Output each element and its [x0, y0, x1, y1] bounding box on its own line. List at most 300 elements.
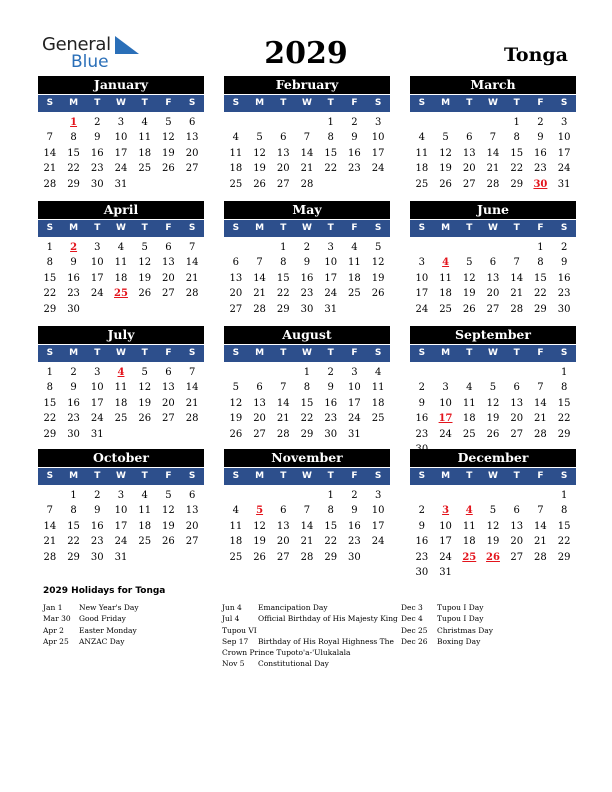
holiday-day-cell: 4 [117, 367, 125, 378]
day-cell: 1 [280, 242, 287, 253]
day-cell: 10 [371, 132, 385, 144]
day-cell: 8 [560, 382, 568, 394]
day-cell: 22 [43, 413, 57, 425]
day-cell: 3 [94, 242, 101, 253]
day-cell: 2 [94, 490, 101, 501]
day-cell: 8 [327, 505, 334, 517]
month-title: October [38, 449, 204, 467]
day-cell: 3 [418, 257, 426, 269]
month-february [224, 76, 390, 192]
holiday-name: Tupou I Day [437, 614, 484, 624]
day-cell: 27 [276, 551, 290, 563]
day-cell: 3 [117, 117, 125, 128]
month-december [410, 449, 576, 580]
empty-cell [410, 365, 434, 380]
day-cell: 12 [162, 132, 175, 144]
weekday-label: W [302, 223, 312, 233]
day-cell: 1 [70, 490, 77, 501]
weekday-label: S [46, 98, 54, 108]
empty-cell [410, 488, 434, 503]
weekday-label: F [537, 471, 544, 481]
empty-cell [434, 240, 458, 255]
day-cell: 15 [324, 520, 338, 532]
day-cell: 7 [188, 242, 196, 253]
day-cell: 17 [371, 147, 385, 159]
day-cell: 10 [439, 520, 452, 532]
weekday-header [38, 345, 204, 362]
day-cell: 27 [510, 428, 524, 440]
holiday-day-cell: 3 [442, 505, 450, 517]
empty-cell [457, 488, 481, 503]
day-cell: 31 [90, 428, 104, 440]
day-cell: 5 [489, 505, 497, 517]
weekday-header [224, 95, 390, 112]
day-cell: 17 [415, 288, 429, 300]
day-cell: 14 [276, 397, 290, 409]
day-cell: 28 [534, 428, 547, 440]
weekday-label: M [255, 98, 265, 108]
day-cell: 9 [94, 132, 101, 144]
day-cell: 16 [557, 272, 571, 284]
day-cell: 28 [510, 303, 524, 315]
weekday-label: M [255, 348, 265, 358]
day-cell: 8 [560, 505, 568, 517]
day-cell: 29 [43, 303, 57, 315]
month-title: March [410, 76, 576, 94]
day-grid [410, 488, 576, 580]
day-cell: 6 [466, 132, 473, 144]
day-cell: 17 [114, 520, 128, 532]
day-cell: 30 [90, 551, 104, 563]
weekday-label: S [560, 348, 568, 358]
day-cell: 19 [138, 272, 152, 284]
day-cell: 18 [439, 288, 452, 300]
day-cell: 26 [138, 288, 152, 300]
day-cell: 9 [560, 257, 568, 269]
day-grid [224, 240, 390, 317]
day-cell: 23 [415, 428, 429, 440]
day-cell: 2 [537, 117, 544, 128]
day-cell: 2 [327, 367, 334, 378]
day-cell: 31 [324, 303, 338, 315]
day-cell: 23 [90, 163, 104, 175]
weekday-label: W [116, 348, 126, 358]
month-november [224, 449, 390, 565]
day-cell: 14 [534, 520, 547, 532]
day-cell: 19 [253, 163, 266, 175]
weekday-label: M [441, 98, 451, 108]
holiday-day-cell: 1 [70, 117, 78, 128]
day-cell: 12 [371, 257, 385, 269]
month-title: November [224, 449, 390, 467]
day-cell: 2 [70, 367, 77, 378]
holidays-title: 2029 Holidays for Tonga [43, 586, 166, 596]
weekday-label: S [374, 98, 382, 108]
weekday-header [410, 220, 576, 237]
day-cell: 20 [510, 413, 524, 425]
weekday-label: T [466, 471, 473, 481]
month-june [410, 201, 576, 317]
day-cell: 28 [185, 413, 199, 425]
day-grid [38, 365, 204, 442]
day-cell: 5 [442, 132, 449, 144]
weekday-label: T [327, 98, 334, 108]
weekday-label: T [327, 223, 334, 233]
day-cell: 1 [327, 117, 334, 128]
day-cell: 18 [114, 272, 128, 284]
holiday-day-cell: 30 [533, 178, 548, 190]
weekday-label: S [418, 98, 426, 108]
weekday-label: W [116, 223, 126, 233]
holiday-name: Constitutional Day [258, 659, 329, 669]
empty-cell [505, 488, 529, 503]
weekday-label: T [94, 471, 101, 481]
day-cell: 6 [188, 490, 196, 501]
day-cell: 26 [439, 178, 452, 190]
empty-cell [505, 365, 529, 380]
day-cell: 17 [114, 147, 128, 159]
day-cell: 11 [138, 132, 152, 144]
day-cell: 22 [67, 163, 80, 175]
day-cell: 16 [415, 536, 429, 548]
weekday-label: M [69, 98, 79, 108]
day-cell: 21 [43, 536, 57, 548]
day-grid [224, 488, 390, 565]
weekday-label: S [418, 471, 426, 481]
holiday-day-cell: 17 [438, 413, 453, 425]
day-cell: 11 [439, 272, 452, 284]
empty-cell [410, 115, 434, 130]
day-cell: 21 [276, 413, 290, 425]
day-cell: 24 [439, 551, 452, 563]
weekday-label: T [141, 471, 148, 481]
day-cell: 5 [374, 242, 382, 253]
weekday-label: S [560, 98, 568, 108]
day-cell: 14 [185, 257, 199, 269]
day-cell: 25 [138, 163, 152, 175]
day-cell: 8 [46, 257, 54, 269]
day-cell: 7 [513, 257, 520, 269]
day-cell: 20 [229, 288, 243, 300]
day-cell: 24 [348, 413, 361, 425]
holiday-day-cell: 4 [465, 505, 473, 517]
day-cell: 6 [232, 257, 240, 269]
day-cell: 18 [415, 163, 429, 175]
day-cell: 12 [229, 397, 243, 409]
empty-cell [481, 240, 505, 255]
day-cell: 11 [348, 257, 361, 269]
day-cell: 6 [513, 505, 520, 517]
day-cell: 24 [371, 536, 385, 548]
weekday-label: W [488, 98, 498, 108]
day-cell: 23 [90, 536, 104, 548]
day-cell: 5 [489, 382, 497, 394]
day-grid [410, 115, 576, 192]
day-cell: 13 [276, 520, 290, 532]
day-cell: 15 [324, 147, 338, 159]
day-cell: 30 [415, 566, 429, 578]
day-cell: 4 [232, 505, 240, 517]
month-title: December [410, 449, 576, 467]
day-cell: 3 [94, 367, 101, 378]
day-cell: 21 [43, 163, 57, 175]
empty-cell [224, 488, 248, 503]
day-cell: 17 [348, 397, 361, 409]
day-cell: 19 [486, 413, 500, 425]
day-cell: 24 [415, 303, 429, 315]
weekday-header [410, 95, 576, 112]
day-cell: 9 [303, 257, 311, 269]
day-cell: 17 [371, 520, 385, 532]
day-cell: 17 [324, 272, 338, 284]
weekday-label: S [232, 348, 240, 358]
holiday-day-cell: 5 [256, 505, 264, 517]
day-cell: 27 [276, 178, 290, 190]
day-cell: 16 [348, 520, 361, 532]
day-cell: 18 [138, 520, 152, 532]
day-cell: 19 [162, 147, 175, 159]
day-cell: 11 [114, 382, 128, 394]
day-cell: 8 [513, 132, 520, 144]
weekday-label: W [488, 348, 498, 358]
day-cell: 6 [188, 117, 196, 128]
day-cell: 28 [43, 551, 57, 563]
day-cell: 28 [534, 551, 547, 563]
weekday-header [224, 220, 390, 237]
day-cell: 19 [371, 272, 385, 284]
day-cell: 27 [185, 163, 199, 175]
day-cell: 4 [351, 242, 358, 253]
day-cell: 26 [162, 536, 175, 548]
holiday-name: Birthday of His Royal Highness The [258, 636, 394, 646]
weekday-label: T [513, 348, 520, 358]
day-cell: 7 [303, 132, 311, 144]
weekday-label: W [488, 471, 498, 481]
weekday-label: F [351, 348, 358, 358]
day-cell: 20 [162, 272, 175, 284]
day-grid [38, 240, 204, 317]
day-cell: 25 [229, 178, 243, 190]
day-cell: 13 [510, 397, 524, 409]
holiday-date: Nov 5 [222, 659, 245, 669]
day-cell: 16 [534, 147, 547, 159]
holiday-day-cell: 4 [442, 257, 450, 269]
day-cell: 27 [162, 288, 175, 300]
day-cell: 6 [513, 382, 520, 394]
day-cell: 1 [560, 367, 568, 378]
weekday-label: S [374, 348, 382, 358]
empty-cell [481, 488, 505, 503]
empty-cell [481, 115, 505, 130]
holiday-date: Sep 17 [222, 636, 249, 646]
day-grid [38, 488, 204, 565]
month-april [38, 201, 204, 317]
day-cell: 25 [114, 413, 128, 425]
day-cell: 31 [557, 178, 571, 190]
day-cell: 11 [415, 147, 429, 159]
day-cell: 24 [90, 288, 104, 300]
day-cell: 23 [534, 163, 547, 175]
month-title: June [410, 201, 576, 219]
day-cell: 7 [256, 257, 263, 269]
day-cell: 19 [253, 536, 266, 548]
weekday-header [38, 468, 204, 485]
day-cell: 26 [229, 428, 243, 440]
day-cell: 29 [534, 303, 547, 315]
holiday-date: Apr 2 [43, 625, 64, 635]
day-cell: 4 [141, 490, 148, 501]
day-cell: 9 [94, 505, 101, 517]
day-cell: 20 [276, 163, 290, 175]
weekday-label: S [188, 471, 196, 481]
day-cell: 4 [141, 117, 148, 128]
day-cell: 9 [70, 382, 77, 394]
empty-cell [224, 240, 248, 255]
day-cell: 16 [348, 147, 361, 159]
day-cell: 12 [486, 397, 500, 409]
day-cell: 26 [462, 303, 476, 315]
holiday-name: New Year's Day [79, 603, 139, 612]
day-cell: 6 [165, 242, 172, 253]
empty-cell [271, 488, 295, 503]
day-cell: 21 [510, 288, 524, 300]
weekday-label: W [116, 471, 126, 481]
day-cell: 17 [557, 147, 571, 159]
weekday-label: S [374, 471, 382, 481]
day-cell: 12 [138, 382, 152, 394]
day-cell: 14 [486, 147, 500, 159]
day-cell: 18 [348, 272, 361, 284]
weekday-label: F [165, 223, 172, 233]
day-cell: 28 [300, 551, 314, 563]
day-cell: 13 [162, 382, 175, 394]
day-cell: 27 [162, 413, 175, 425]
month-may [224, 201, 390, 317]
day-cell: 27 [185, 536, 199, 548]
day-cell: 30 [557, 303, 571, 315]
weekday-label: W [116, 98, 126, 108]
day-cell: 24 [114, 536, 128, 548]
weekday-label: F [351, 471, 358, 481]
day-cell: 22 [510, 163, 524, 175]
day-cell: 7 [188, 367, 196, 378]
day-cell: 19 [229, 413, 243, 425]
day-cell: 1 [513, 117, 520, 128]
day-cell: 6 [256, 382, 263, 394]
day-cell: 20 [486, 288, 500, 300]
holiday-date: Mar 30 [43, 614, 71, 624]
holiday-day-cell: 25 [114, 288, 128, 300]
month-title: May [224, 201, 390, 219]
weekday-label: T [280, 471, 287, 481]
day-cell: 3 [374, 490, 382, 501]
day-cell: 29 [67, 551, 80, 563]
day-cell: 5 [165, 117, 172, 128]
day-cell: 31 [439, 566, 452, 578]
weekday-header [410, 345, 576, 362]
weekday-label: S [418, 223, 426, 233]
day-cell: 13 [253, 397, 266, 409]
day-cell: 6 [280, 132, 287, 144]
day-cell: 7 [46, 132, 54, 144]
day-cell: 13 [185, 132, 199, 144]
weekday-label: T [327, 471, 334, 481]
day-cell: 15 [557, 520, 571, 532]
day-cell: 16 [90, 520, 104, 532]
day-cell: 25 [348, 288, 361, 300]
day-cell: 4 [374, 367, 382, 378]
day-cell: 27 [486, 303, 500, 315]
day-cell: 20 [276, 536, 290, 548]
day-cell: 17 [439, 536, 452, 548]
empty-cell [271, 365, 295, 380]
day-cell: 6 [280, 505, 287, 517]
weekday-label: M [69, 471, 79, 481]
weekday-label: S [188, 348, 196, 358]
day-cell: 11 [138, 505, 152, 517]
day-cell: 17 [90, 272, 104, 284]
day-cell: 15 [300, 397, 314, 409]
day-cell: 17 [90, 397, 104, 409]
day-cell: 1 [303, 367, 311, 378]
day-cell: 30 [67, 428, 80, 440]
holiday-date: Jun 4 [222, 603, 242, 612]
day-cell: 12 [162, 505, 175, 517]
day-cell: 24 [371, 163, 385, 175]
day-cell: 31 [348, 428, 361, 440]
day-grid [224, 365, 390, 442]
day-cell: 7 [537, 382, 544, 394]
day-cell: 15 [510, 147, 524, 159]
brand-name-blue: Blue [71, 52, 109, 72]
day-cell: 21 [486, 163, 500, 175]
day-cell: 10 [90, 382, 104, 394]
day-cell: 7 [280, 382, 287, 394]
day-cell: 29 [510, 178, 524, 190]
day-cell: 9 [418, 520, 426, 532]
day-cell: 8 [537, 257, 544, 269]
empty-cell [224, 115, 248, 130]
empty-cell [434, 365, 458, 380]
weekday-header [224, 345, 390, 362]
day-cell: 22 [557, 536, 571, 548]
day-cell: 11 [462, 520, 476, 532]
day-cell: 15 [557, 397, 571, 409]
day-cell: 21 [300, 536, 314, 548]
day-cell: 15 [534, 272, 547, 284]
day-cell: 21 [185, 397, 199, 409]
day-cell: 4 [232, 132, 240, 144]
day-cell: 29 [557, 551, 571, 563]
weekday-label: S [188, 98, 196, 108]
day-cell: 10 [90, 257, 104, 269]
day-cell: 8 [327, 132, 334, 144]
day-cell: 29 [43, 428, 57, 440]
day-cell: 12 [253, 520, 266, 532]
day-cell: 8 [46, 382, 54, 394]
day-cell: 12 [138, 257, 152, 269]
day-cell: 23 [67, 413, 80, 425]
day-cell: 27 [253, 428, 266, 440]
day-cell: 14 [300, 147, 314, 159]
day-cell: 9 [70, 257, 77, 269]
day-cell: 23 [67, 288, 80, 300]
day-cell: 7 [46, 505, 54, 517]
weekday-label: T [141, 348, 148, 358]
day-cell: 16 [300, 272, 314, 284]
day-cell: 9 [537, 132, 544, 144]
month-title: April [38, 201, 204, 219]
